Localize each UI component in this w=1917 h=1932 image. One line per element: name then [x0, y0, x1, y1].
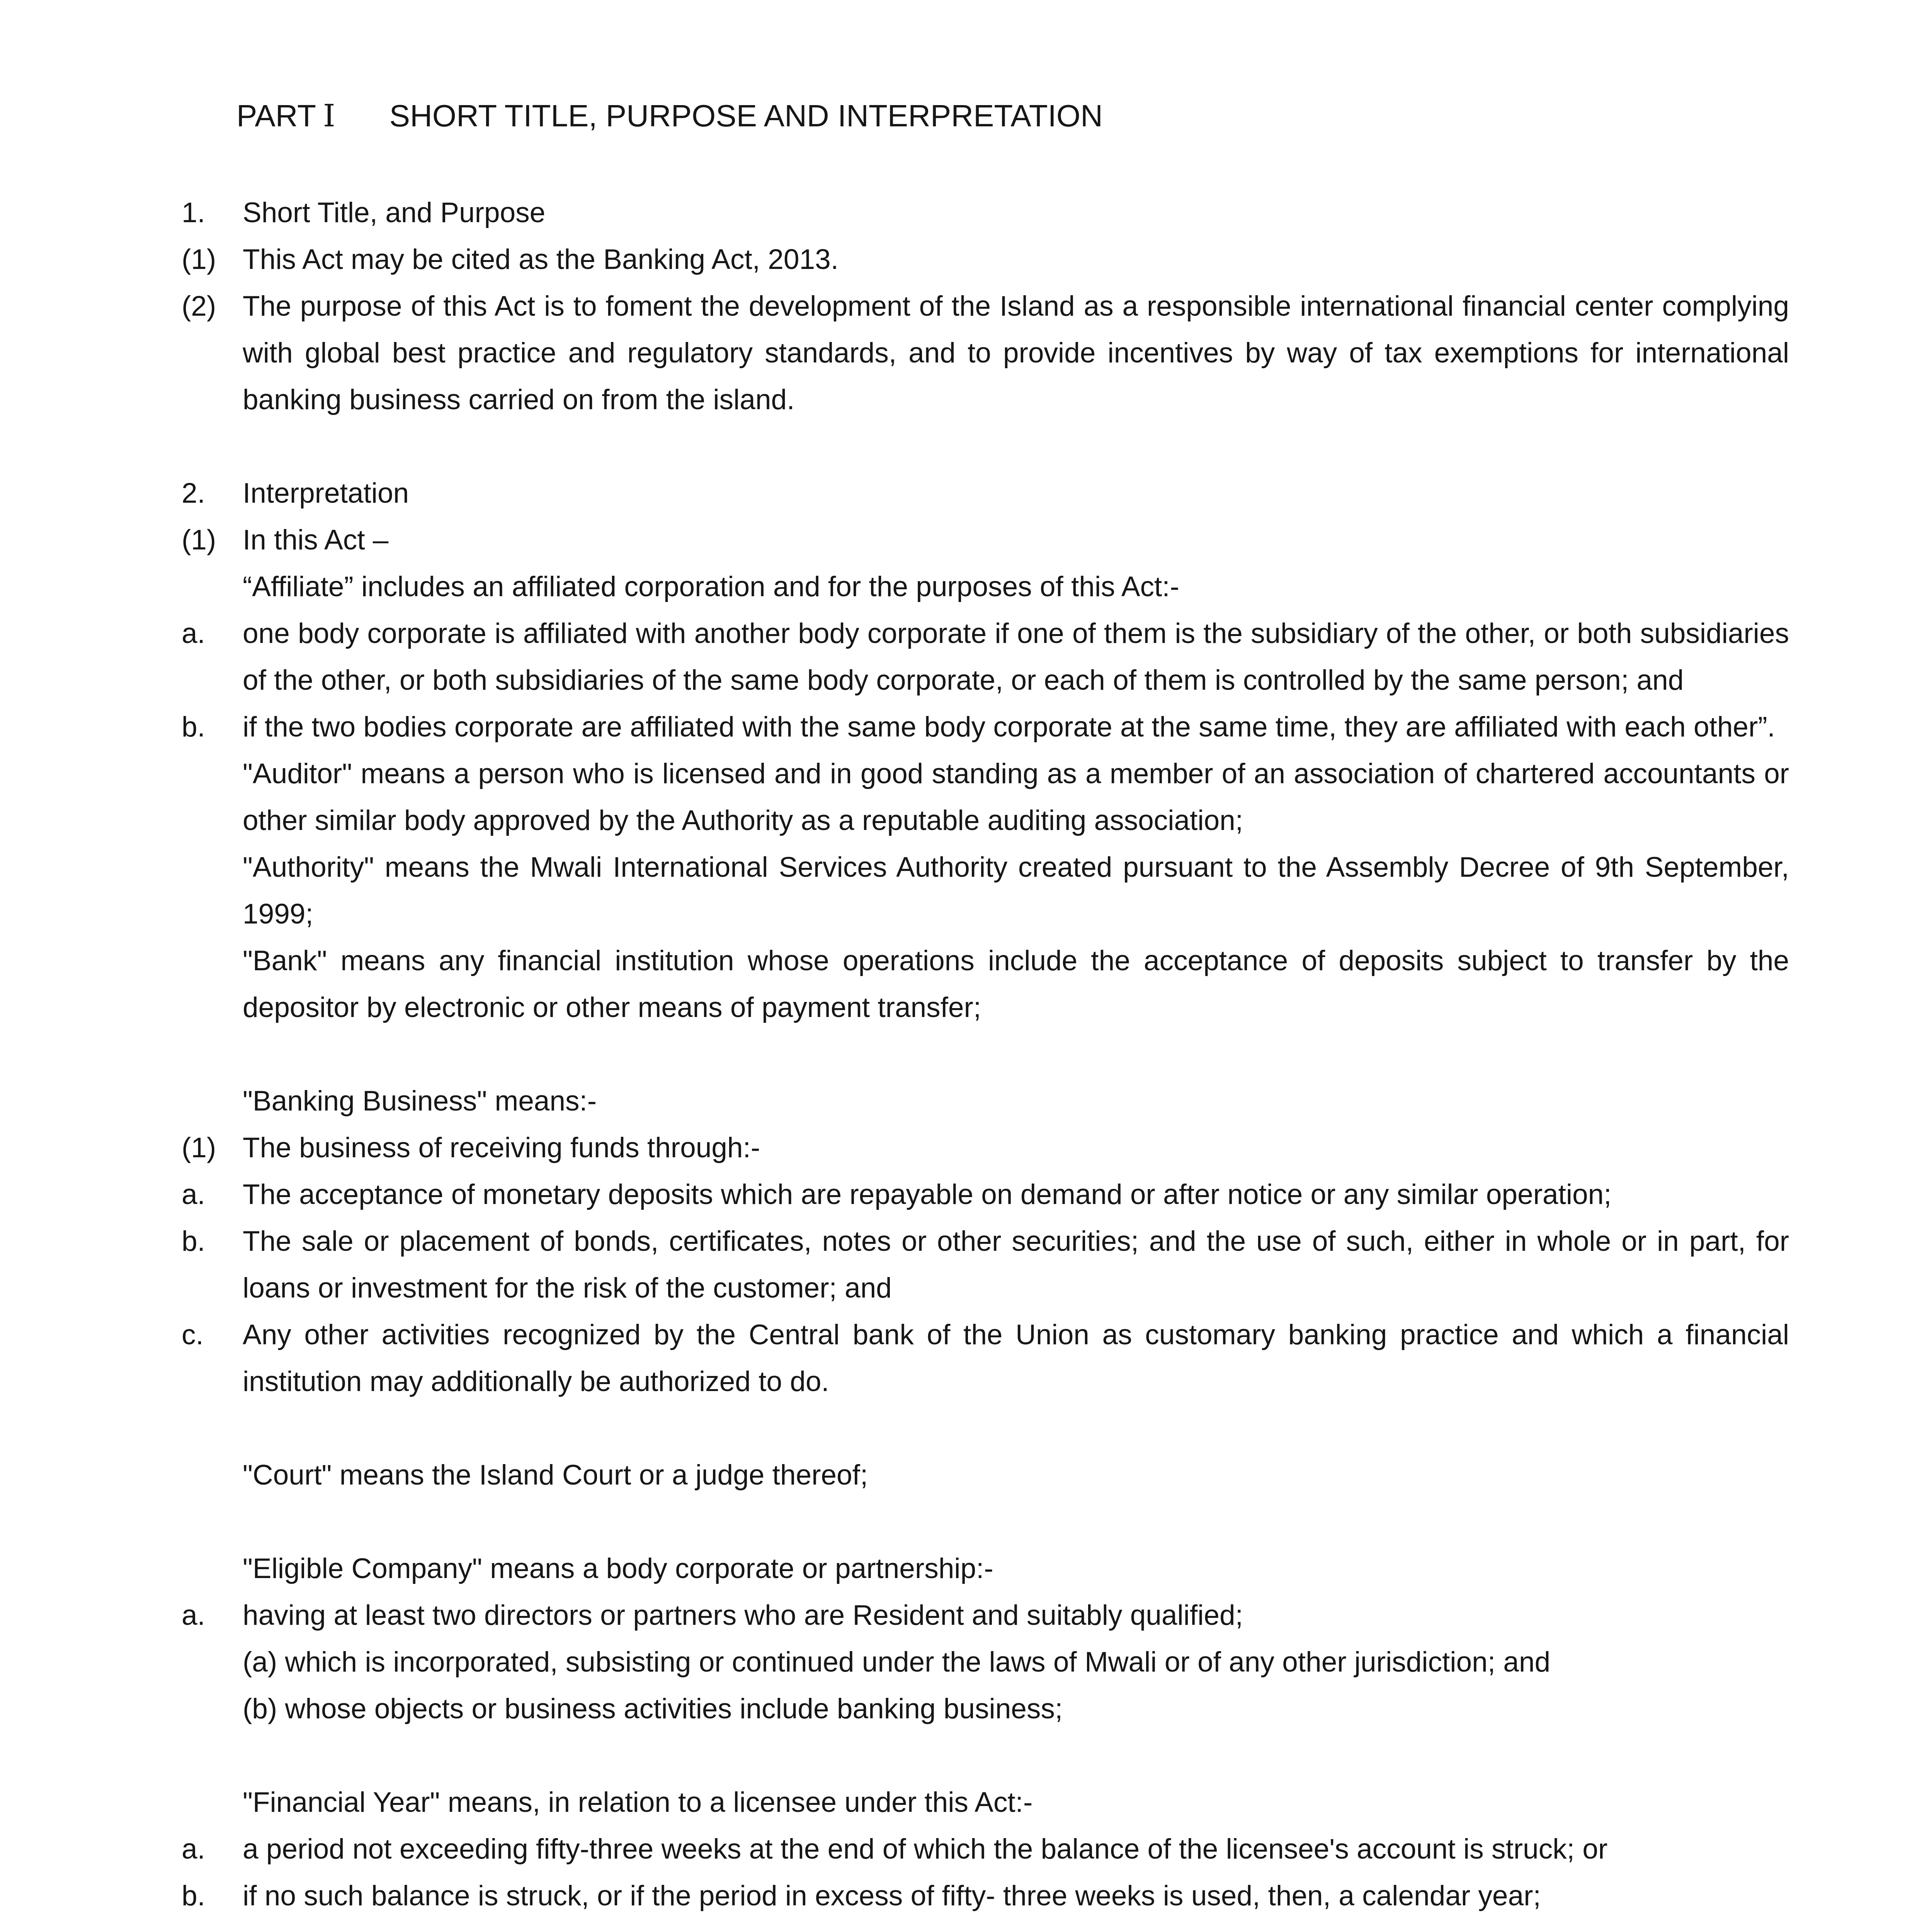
definition-text: "Banking Business" means:- — [243, 1085, 597, 1117]
subsection-text: This Act may be cited as the Banking Act, 2013. — [243, 244, 839, 275]
banking-business-item-a — [182, 1171, 1789, 1218]
section-1-subsection-2 — [182, 283, 1789, 423]
subsection-label: (1) — [182, 524, 216, 556]
definition-text: "Auditor" means a person who is licensed and in good standing as a member of an association of chartered accountants or other similar body approved by the Authority as a reputable auditing association; — [243, 758, 1789, 836]
banking-business-item-b — [182, 1218, 1789, 1311]
item-label: a. — [182, 1833, 205, 1865]
part-heading — [236, 93, 1103, 139]
item-label: b. — [182, 711, 205, 743]
document-body — [182, 189, 1789, 1932]
eligible-company-sub-a — [182, 1639, 1789, 1685]
eligible-company-sub-b — [182, 1685, 1789, 1732]
item-text: Any other activities recognized by the Central bank of the Union as customary banking practice and which a financial institution may additionally be authorized to do. — [243, 1319, 1789, 1397]
definition-text: “Affiliate” includes an affiliated corporation and for the purposes of this Act:- — [243, 571, 1179, 602]
affiliate-item-a — [182, 610, 1789, 704]
section-title: Short Title, and Purpose — [243, 197, 546, 228]
definition-text: "Authority" means the Mwali International Services Authority created pursuant to the Assembly Decree of 9th September, 1999; — [243, 852, 1789, 930]
section-2-subsection-1 — [182, 517, 1789, 563]
definition-auditor — [182, 750, 1789, 844]
subsection-text: The purpose of this Act is to foment the development of the Island as a responsible international financial center complying with global best practice and regulatory standards, and to provide incentives by way of tax exemptions for international banking business carried on from the island. — [243, 291, 1789, 415]
part-label: PART — [236, 99, 316, 133]
definition-eligible-company — [182, 1545, 1789, 1592]
item-text: The acceptance of monetary deposits which are repayable on demand or after notice or any similar operation; — [243, 1179, 1612, 1210]
banking-business-subsection-1 — [182, 1124, 1789, 1171]
subsection-label: (2) — [182, 291, 216, 322]
affiliate-item-b — [182, 704, 1789, 750]
definition-text: "Eligible Company" means a body corporate or partnership:- — [243, 1553, 993, 1584]
section-number: 1. — [182, 197, 205, 228]
definition-text: "Court" means the Island Court or a judge thereof; — [243, 1459, 868, 1491]
definition-financial-year — [182, 1779, 1789, 1826]
definition-court — [182, 1452, 1789, 1498]
item-label: b. — [182, 1226, 205, 1257]
subsection-label: (1) — [182, 244, 216, 275]
item-label: a. — [182, 1600, 205, 1631]
subsection-text: In this Act – — [243, 524, 389, 556]
financial-year-item-b — [182, 1872, 1789, 1919]
item-label: c. — [182, 1319, 204, 1350]
financial-year-item-a — [182, 1826, 1789, 1872]
item-text: (b) whose objects or business activities include banking business; — [243, 1693, 1063, 1725]
item-text: The sale or placement of bonds, certificates, notes or other securities; and the use of such, either in whole or in part, for loans or investment for the risk of the customer; and — [243, 1226, 1789, 1304]
item-label: a. — [182, 1179, 205, 1210]
definition-bank — [182, 937, 1789, 1031]
section-1-heading — [182, 189, 1789, 236]
subsection-label: (1) — [182, 1132, 216, 1163]
definition-text: "Financial Year" means, in relation to a licensee under this Act:- — [243, 1787, 1033, 1818]
section-1-subsection-1 — [182, 236, 1789, 283]
section-number: 2. — [182, 478, 205, 509]
part-number: Ⅰ — [323, 99, 335, 133]
item-text: if no such balance is struck, or if the period in excess of fifty- three weeks is used, then, a calendar year; — [243, 1880, 1541, 1912]
eligible-company-item-a — [182, 1592, 1789, 1639]
item-text: having at least two directors or partners who are Resident and suitably qualified; — [243, 1600, 1243, 1631]
subsection-text: The business of receiving funds through:- — [243, 1132, 760, 1163]
item-text: one body corporate is affiliated with another body corporate if one of them is the subsidiary of the other, or both subsidiaries of the other, or both subsidiaries of the same body corporate, or each of them is controlled by the same person; and — [243, 618, 1789, 696]
item-label: a. — [182, 618, 205, 649]
definition-banking-business — [182, 1078, 1789, 1124]
definition-text: "Bank" means any financial institution whose operations include the acceptance of deposits subject to transfer by the depositor by electronic or other means of payment transfer; — [243, 945, 1789, 1023]
section-title: Interpretation — [243, 478, 409, 509]
section-2-heading — [182, 470, 1789, 517]
definition-authority — [182, 844, 1789, 937]
item-text: (a) which is incorporated, subsisting or continued under the laws of Mwali or of any other jurisdiction; and — [243, 1646, 1551, 1678]
definition-affiliate — [182, 563, 1789, 610]
item-text: a period not exceeding fifty-three weeks at the end of which the balance of the licensee's account is struck; or — [243, 1833, 1608, 1865]
item-label: b. — [182, 1880, 205, 1912]
banking-business-item-c — [182, 1311, 1789, 1405]
part-title: SHORT TITLE, PURPOSE AND INTERPRETATION — [389, 99, 1103, 133]
item-text: if the two bodies corporate are affiliated with the same body corporate at the same time, they are affiliated with each other”. — [243, 711, 1775, 743]
